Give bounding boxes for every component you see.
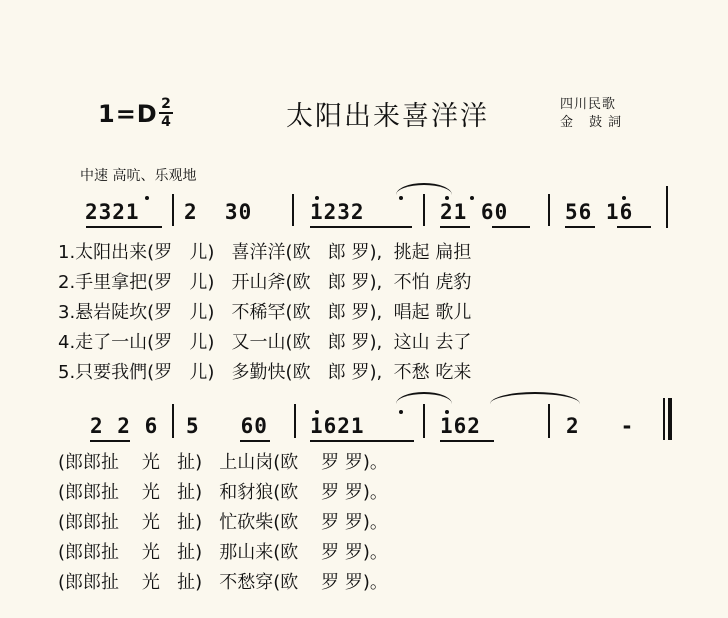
lyric-verse-1: 1.太阳出来(罗 儿) 喜洋洋(欧 郎 罗), 挑起 扁担 (58, 242, 472, 263)
lyric-verse-4: 4.走了一山(罗 儿) 又一山(欧 郎 罗), 这山 去了 (58, 332, 472, 353)
octave-dot (445, 196, 449, 200)
song-origin: 四川民歌 (560, 97, 617, 112)
song-arranger: 金 鼓詞 (560, 115, 628, 130)
octave-dot (470, 196, 474, 200)
beam-line (617, 226, 651, 228)
tempo-marking: 中速 高吭、乐观地 (80, 168, 197, 184)
measure-1-1: 2321 (85, 200, 140, 224)
barline (548, 404, 550, 438)
barline (172, 194, 174, 226)
beam-line (440, 226, 470, 228)
octave-dot (145, 196, 149, 200)
measure-2-3: 1621 (310, 414, 365, 438)
lyric-verse-4-cont: (郎郎扯 光 扯) 那山来(欧 罗 罗)。 (58, 542, 388, 563)
barline (294, 404, 296, 438)
beam-line (90, 440, 130, 442)
barline (292, 194, 294, 226)
measure-1-5: 56 16 (565, 200, 634, 224)
final-barline-thin (663, 398, 665, 440)
lyric-verse-3: 3.悬岩陡坎(罗 儿) 不稀罕(欧 郎 罗), 唱起 歌儿 (58, 302, 472, 323)
lyric-verse-1-cont: (郎郎扯 光 扯) 上山岗(欧 罗 罗)。 (58, 452, 388, 473)
beam-line (440, 440, 494, 442)
measure-2-5: 2 - (566, 414, 635, 438)
octave-dot (315, 410, 319, 414)
barline (548, 194, 550, 226)
lyric-verse-2-cont: (郎郎扯 光 扯) 和豺狼(欧 罗 罗)。 (58, 482, 388, 503)
measure-1-4: 21 60 (440, 200, 509, 224)
song-title: 太阳出来喜洋洋 (286, 101, 489, 132)
octave-dot (445, 410, 449, 414)
beam-line (565, 226, 595, 228)
barline (666, 186, 668, 228)
measure-1-3: 1232 (310, 200, 365, 224)
time-signature-bottom: 4 (161, 114, 171, 130)
barline (423, 194, 425, 226)
beam-line (86, 226, 162, 228)
measure-2-4: 162 (440, 414, 481, 438)
lyric-verse-3-cont: (郎郎扯 光 扯) 忙砍柴(欧 罗 罗)。 (58, 512, 388, 533)
beam-line (492, 226, 530, 228)
lyric-verse-2: 2.手里拿把(罗 儿) 开山斧(欧 郎 罗), 不怕 虎豹 (58, 272, 472, 293)
key-signature: 1=D (98, 100, 158, 128)
barline (172, 404, 174, 438)
beam-line (240, 440, 270, 442)
measure-2-1: 2 2 6 (90, 414, 159, 438)
octave-dot (399, 410, 403, 414)
octave-dot (315, 196, 319, 200)
octave-dot (399, 196, 403, 200)
time-signature (157, 96, 175, 130)
beam-line (310, 440, 414, 442)
beam-line (310, 226, 412, 228)
barline (423, 404, 425, 438)
time-signature-top: 2 (161, 96, 171, 112)
slur-mark (490, 392, 580, 404)
slur-mark (396, 392, 452, 404)
slur-mark (396, 183, 452, 195)
lyric-verse-5: 5.只要我們(罗 儿) 多勤快(欧 郎 罗), 不愁 吃来 (58, 362, 472, 383)
measure-2-2: 5 60 (186, 414, 268, 438)
lyric-verse-5-cont: (郎郎扯 光 扯) 不愁穿(欧 罗 罗)。 (58, 572, 388, 593)
measure-1-2: 2 30 (184, 200, 253, 224)
final-barline-thick (668, 398, 672, 440)
octave-dot (622, 196, 626, 200)
